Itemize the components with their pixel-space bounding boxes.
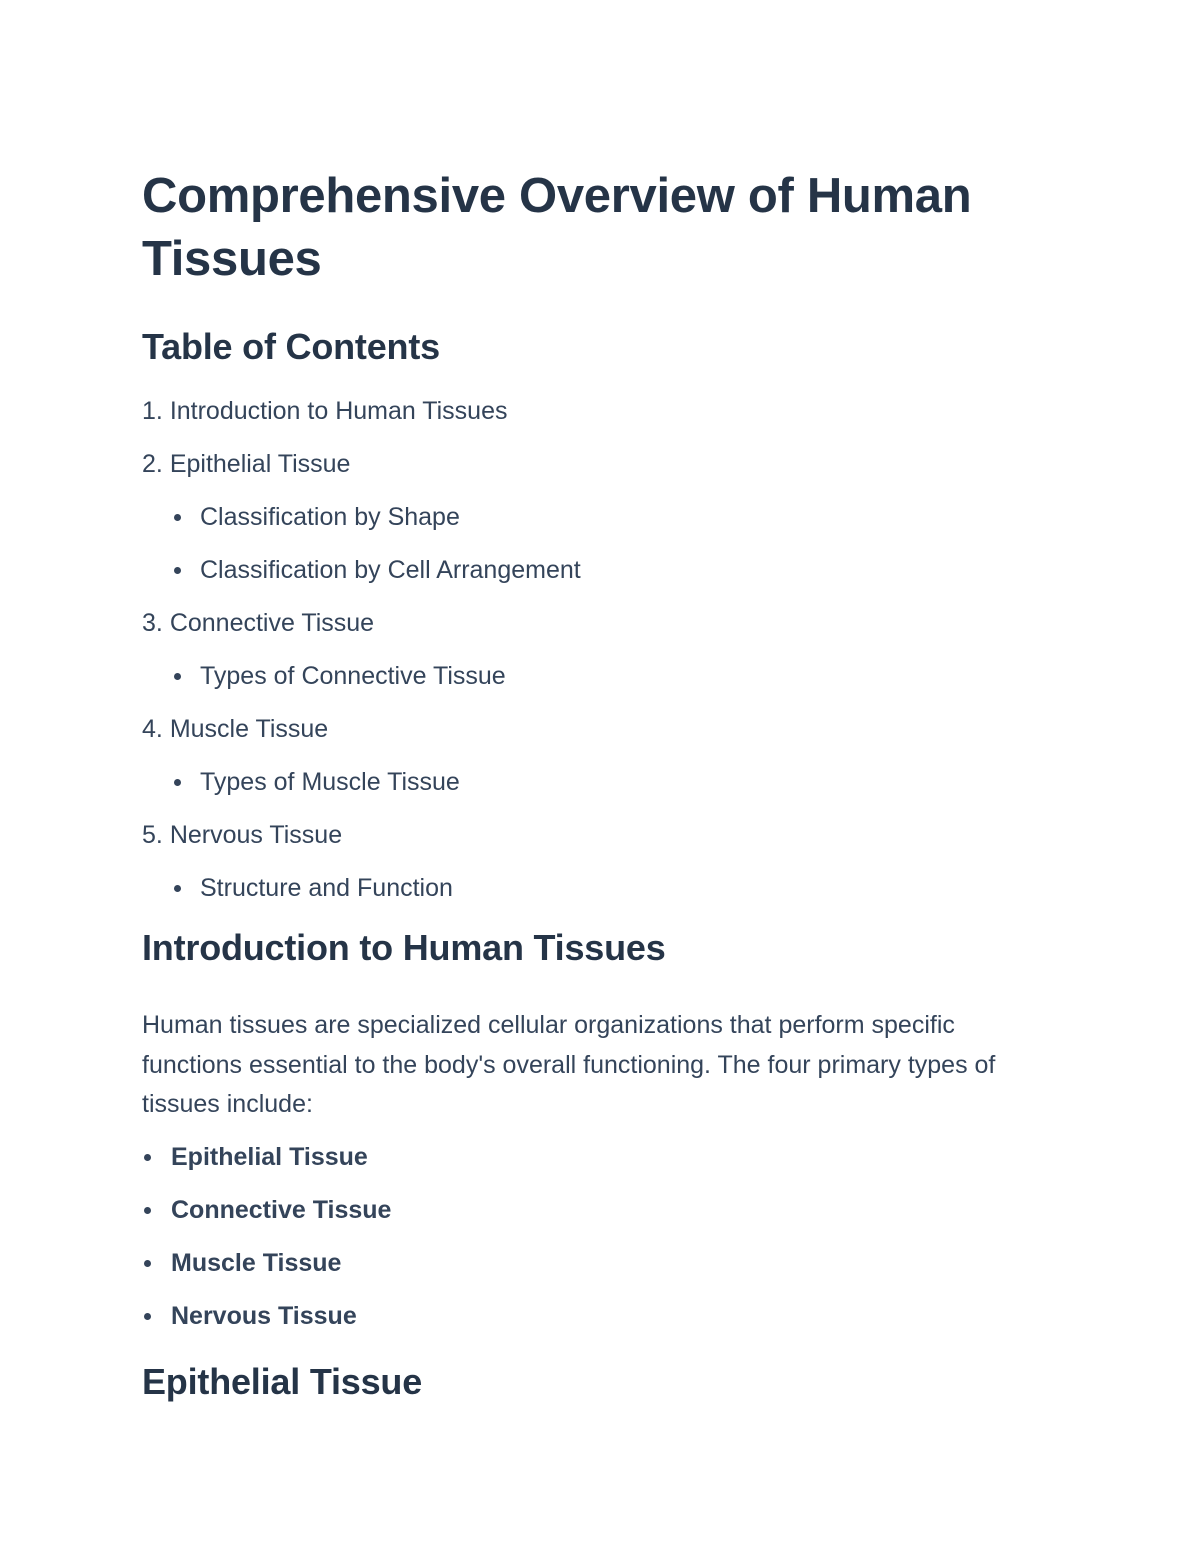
toc-subitem [142, 766, 1062, 798]
toc-item-label: Nervous Tissue [169, 821, 343, 849]
toc-sublist [142, 766, 1062, 798]
toc-item-number: 4. [142, 715, 163, 743]
toc-item-epithelial [142, 448, 1062, 586]
toc-subitem-label: Classification by Cell Arrangement [200, 556, 581, 584]
introduction-heading: Introduction to Human Tissues [142, 927, 666, 968]
toc-subitem [142, 660, 1062, 692]
toc-subitem [142, 501, 1062, 533]
tissue-type-label: Nervous Tissue [171, 1301, 357, 1330]
bullet-icon [174, 673, 181, 680]
toc-item-number: 2. [142, 450, 163, 478]
toc-item-label: Muscle Tissue [169, 715, 329, 743]
toc-item-number: 5. [142, 821, 163, 849]
toc-heading: Table of Contents [142, 326, 440, 367]
bullet-icon [174, 567, 181, 574]
toc-subitem [142, 872, 1062, 904]
bullet-icon [144, 1313, 151, 1320]
tissue-type-label: Epithelial Tissue [171, 1142, 368, 1171]
toc-item-connective [142, 607, 1062, 692]
bullet-icon [144, 1260, 151, 1267]
toc-subitem-label: Types of Muscle Tissue [200, 768, 460, 796]
toc-item-number: 1. [142, 397, 163, 425]
bullet-icon [144, 1154, 151, 1161]
document-page [142, 165, 1062, 1404]
toc-item-introduction [142, 395, 1062, 427]
bullet-icon [174, 885, 181, 892]
toc-item-nervous [142, 819, 1062, 904]
toc-subitem-label: Types of Connective Tissue [200, 662, 506, 690]
toc-item-label: Connective Tissue [169, 609, 375, 637]
tissue-type-item [142, 1300, 1062, 1332]
bullet-icon [174, 779, 181, 786]
toc-item-muscle [142, 713, 1062, 798]
tissue-type-item [142, 1141, 1062, 1173]
tissue-type-label: Connective Tissue [171, 1195, 392, 1224]
table-of-contents [142, 395, 1062, 904]
toc-sublist [142, 501, 1062, 586]
toc-item-label: Epithelial Tissue [169, 450, 351, 478]
introduction-paragraph: Human tissues are specialized cellular organizations that perform specific functions essential to the body's overall functioning. The four primary types of tissues include: [142, 1011, 996, 1118]
toc-item-number: 3. [142, 609, 163, 637]
toc-sublist [142, 660, 1062, 692]
bullet-icon [144, 1207, 151, 1214]
toc-sublist [142, 872, 1062, 904]
toc-subitem-label: Classification by Shape [200, 503, 460, 531]
tissue-type-label: Muscle Tissue [171, 1248, 342, 1277]
toc-subitem [142, 554, 1062, 586]
bullet-icon [174, 514, 181, 521]
tissue-types-list [142, 1141, 1062, 1332]
document-title: Comprehensive Overview of Human Tissues [142, 169, 972, 286]
toc-subitem-label: Structure and Function [200, 874, 453, 902]
toc-item-label: Introduction to Human Tissues [169, 397, 508, 425]
epithelial-heading: Epithelial Tissue [142, 1360, 423, 1402]
tissue-type-item [142, 1247, 1062, 1279]
tissue-type-item [142, 1194, 1062, 1226]
